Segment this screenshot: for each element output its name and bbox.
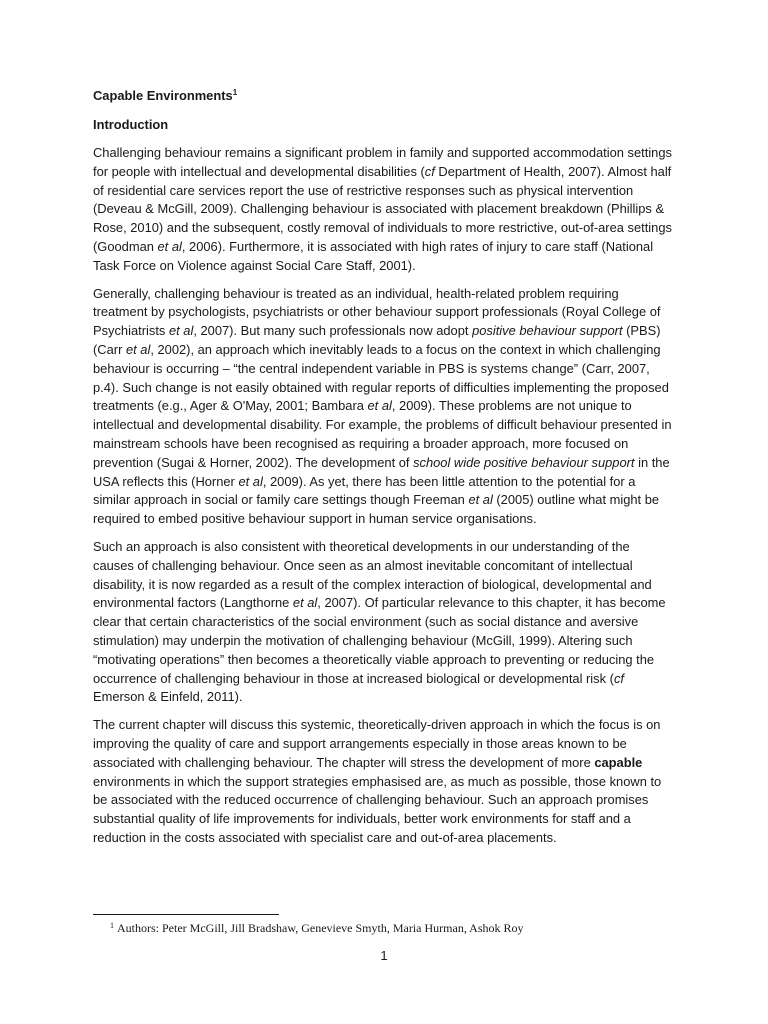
text-run: et al (292, 595, 318, 611)
text-run: Challenging behaviour remains a significant problem in family and supported accommodation settings for people with intellectual and developmental disabilities ( (93, 145, 672, 179)
paragraph-3 (93, 538, 673, 707)
text-run: Department of Health, 2007). Almost half of residential care services report the use of restrictive responses such as physical intervention (Deveau & McGill, 2009). Challenging behaviour is associated with placement breakdown (Phillips & Rose, 2010) and the subsequent, costly removal of individuals to more restrictive, out-of-area settings (Goodman (93, 163, 672, 254)
text-run: , 2006). Furthermore, it is associated with high rates of injury to care staff (National Task Force on Violence against Social Care Staff, 2001). (93, 238, 654, 273)
footnote-divider (93, 914, 279, 915)
text-run: et al (367, 398, 392, 414)
page-number: 1 (380, 948, 388, 963)
text-run: et al (238, 473, 263, 489)
paragraph-1 (93, 144, 673, 276)
text-run: school wide positive behaviour support (413, 454, 635, 470)
page-title (93, 86, 673, 106)
footnote-text: Authors: Peter McGill, Jill Bradshaw, Genevieve Smyth, Maria Hurman, Ashok Roy (117, 921, 524, 935)
text-run: , 2007). But many such professionals now adopt (193, 323, 473, 339)
text-run: et al (125, 341, 151, 357)
footnote-mark: 1 (110, 921, 114, 930)
text-run: capable (594, 754, 643, 770)
text-run: (PBS) (Carr (93, 323, 661, 357)
paragraph-4 (93, 716, 673, 848)
text-run: in the USA reflects this (Horner (93, 454, 670, 489)
footnote (110, 920, 710, 936)
text-run: The current chapter will discuss this systemic, theoretically-driven approach in which the focus is on improving the quality of care and support arrangements especially in those areas known to be associated with challenging behaviour. The chapter will stress the development of more (93, 717, 661, 770)
text-run: environments in which the support strategies emphasised are, as much as possible, those known to be associated with the reduced occurrence of challenging behaviour. Such an approach promises substantial quality of life improvements for individuals, better work environments for staff and a reduction in the costs associated with specialist care and out-of-area placements. (93, 773, 662, 845)
text-run: (2005) outline what might be required to embed positive behaviour support in human service organisations. (93, 492, 660, 527)
title-footnote-mark: 1 (232, 88, 238, 97)
document-body (93, 86, 673, 857)
text-run: cf (613, 670, 624, 686)
text-run: cf (424, 163, 435, 179)
text-run: Such an approach is also consistent with theoretical developments in our understanding of the causes of challenging behaviour. Once seen as an almost inevitable concomitant of intellectual disability, it is now regarded as a result of the complex interaction of biological, developmental and environmental factors (Langthorne (93, 538, 652, 611)
section-heading: Introduction (93, 117, 169, 132)
text-run: et al (468, 492, 493, 508)
text-run: , 2009). As yet, there has been little attention to the potential for a similar approach in social or family care settings though Freeman (93, 473, 636, 508)
text-run: Emerson & Einfeld, 2011). (93, 689, 243, 705)
text-run: et al (157, 238, 182, 254)
text-run: , 2009). These problems are not unique to intellectual and developmental disability. For example, the problems of difficult behaviour presented in mainstream schools have been recognised as requiring a broader approach, more focused on prevention (Sugai & Horner, 2002). The development of (93, 398, 672, 470)
text-run: , 2007). Of particular relevance to this chapter, it has become clear that certain characteristics of the social environment (such as social distance and aversive stimulation) may underpin the motivation of challenging behaviour (McGill, 1999). Altering such “motivating operations” then becomes a theoretically viable approach to preventing or reducing the occurrence of challenging behaviour in those at increased biological or developmental risk ( (93, 595, 666, 686)
text-run: , 2002), an approach which inevitably leads to a focus on the context in which challenging behaviour is occurring – “the central independent variable in PBS is systems change” (Carr, 2007, p.4). Such change is not easily obtained with regular reports of difficulties implementing the proposed treatments (e.g., Ager & O'May, 2001; Bambara (93, 341, 669, 414)
text-run: Generally, challenging behaviour is treated as an individual, health-related problem requiring treatment by psychologists, psychiatrists or other behaviour support professionals (Royal College of Psychiatrists (93, 285, 661, 339)
title-text: Capable Environments (93, 88, 233, 103)
text-run: et al (168, 323, 194, 339)
text-run: positive behaviour support (472, 323, 623, 339)
paragraph-2 (93, 285, 673, 529)
